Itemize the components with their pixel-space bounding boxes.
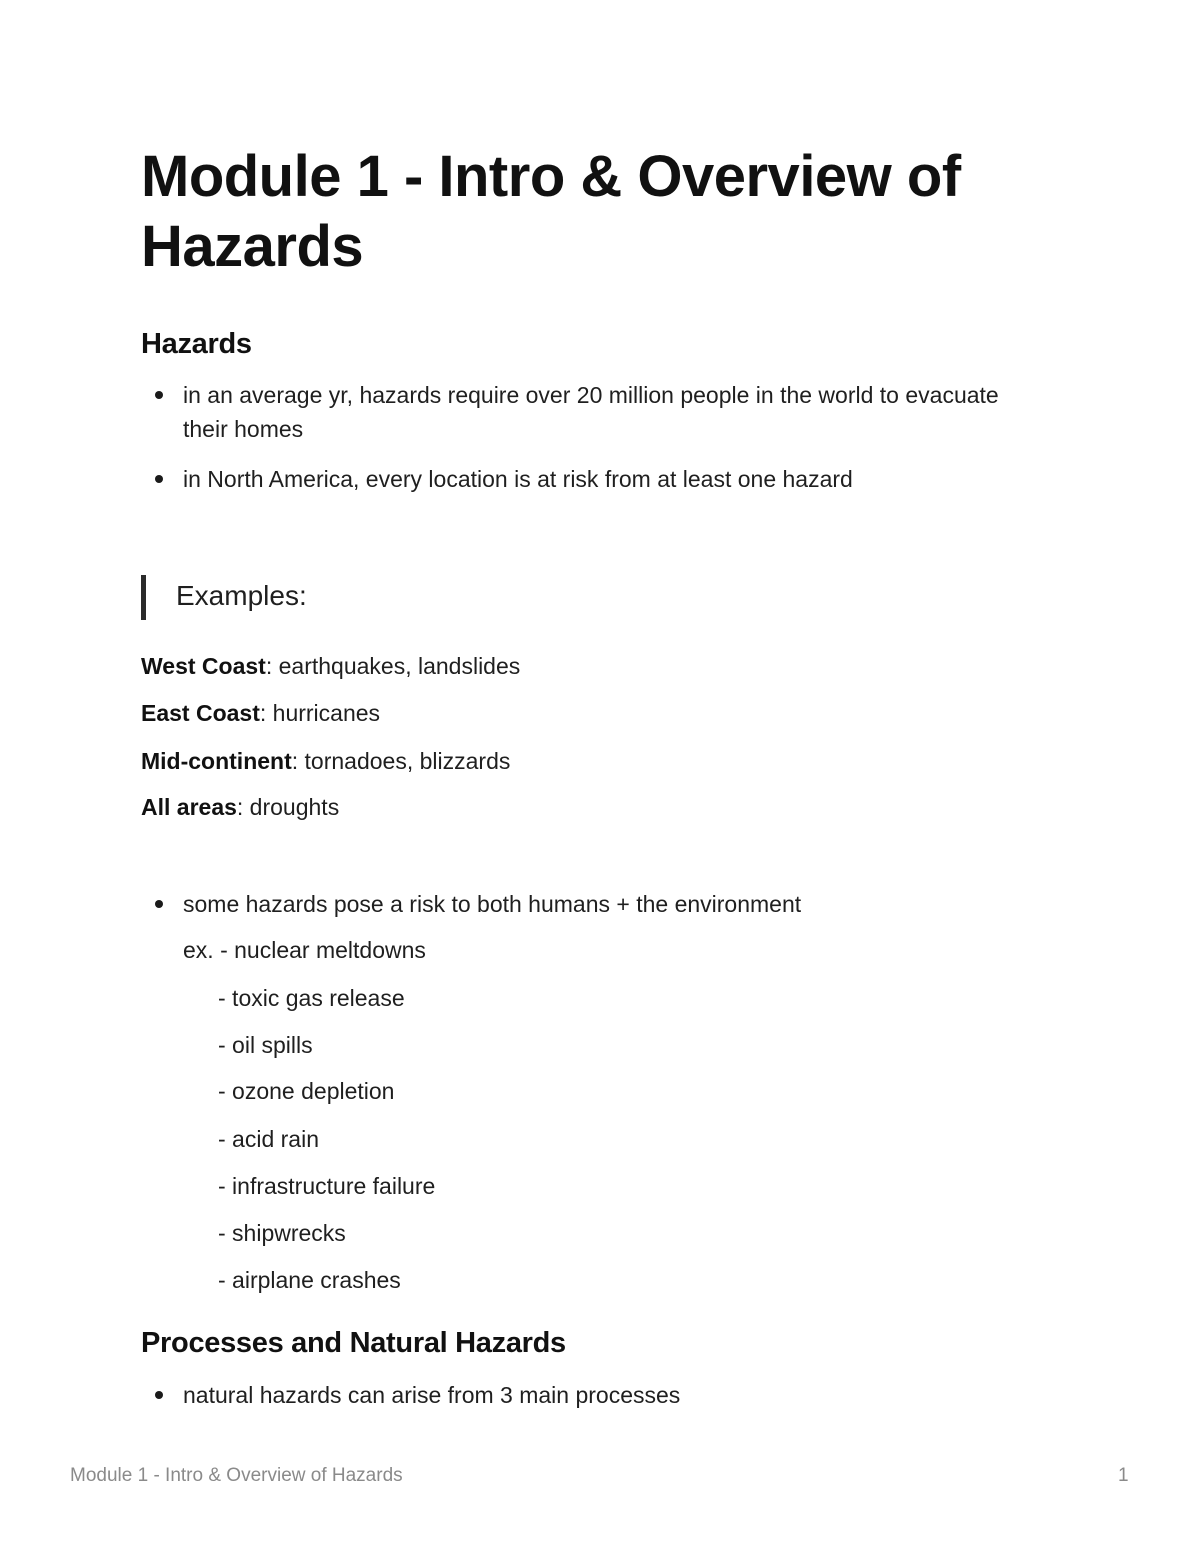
page-title: Module 1 - Intro & Overview of Hazards [141,144,961,279]
region-separator: : [236,794,244,820]
list-item [141,887,1021,921]
region-separator: : [291,748,299,774]
list-item [141,378,1021,446]
example-item: - shipwrecks [218,1220,346,1246]
bullet-icon [155,391,163,399]
region-label: East Coast [141,700,260,726]
example-region-east-coast [141,698,380,728]
bullet-icon [155,900,163,908]
list-item [141,462,1021,496]
section-heading-processes: Processes and Natural Hazards [141,1327,566,1359]
list-item [141,1378,1021,1412]
example-region-mid-continent [141,746,510,776]
example-region-west-coast [141,651,520,681]
footer-title: Module 1 - Intro & Overview of Hazards [70,1465,403,1486]
example-item: - acid rain [218,1126,319,1152]
region-separator: : [259,700,267,726]
example-item: - airplane crashes [218,1267,401,1293]
list-item-text: natural hazards can arise from 3 main processes [183,1382,681,1408]
example-item: - oil spills [218,1032,313,1058]
callout-bar [141,575,146,620]
example-region-all-areas [141,792,339,822]
page-number: 1 [1118,1465,1129,1486]
region-text: droughts [243,794,340,820]
region-separator: : [265,653,273,679]
bullet-icon [155,1391,163,1399]
region-label: West Coast [141,653,266,679]
bullet-icon [155,475,163,483]
region-label: Mid-continent [141,748,292,774]
region-text: earthquakes, landslides [272,653,521,679]
callout-examples: Examples: [176,580,307,611]
list-item-text: some hazards pose a risk to both humans + the environment [183,891,802,917]
example-item: - toxic gas release [218,985,405,1011]
example-item: - infrastructure failure [218,1173,436,1199]
region-text: tornadoes, blizzards [298,748,511,774]
list-item-text: in North America, every location is at risk from at least one hazard [183,466,853,492]
example-lead: ex. - nuclear meltdowns [183,937,426,963]
section-heading-hazards: Hazards [141,328,252,360]
region-text: hurricanes [266,700,381,726]
region-label: All areas [141,794,237,820]
list-item-text: in an average yr, hazards require over 20 million people in the world to evacuate their homes [183,382,999,442]
example-item: - ozone depletion [218,1078,395,1104]
